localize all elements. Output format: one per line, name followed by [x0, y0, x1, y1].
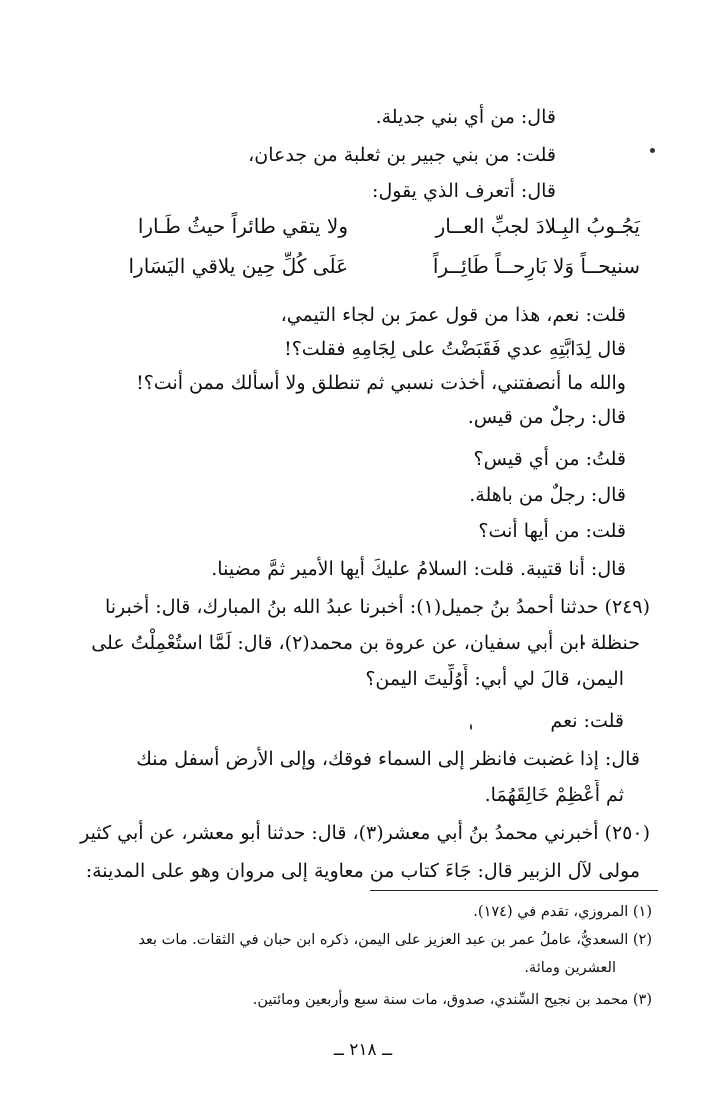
footnote: (١) المروزي، تقدم في (١٧٤).	[473, 904, 652, 920]
ink-speck	[650, 148, 655, 153]
hadith-249-line: قلت: نعم	[550, 710, 624, 732]
hadith-250-line: مولى لآل الزبير قال: جَاءَ كتاب من معاوية إلى مروان وهو على المدينة:	[85, 860, 640, 882]
hadith-249-line: حنظلة ابن أبي سفيان، عن عروة بن محمد(٢)، قال: لَمَّا استُعْمِلْتُ على	[91, 632, 640, 654]
hadith-249-line: اليمن، قالَ لي أبي: أَوُلِّيتَ اليمن؟	[365, 668, 624, 690]
verse-hemistich: يَجُـوبُ البِـلادَ لجبِّ العــار	[435, 214, 640, 238]
text-line: قلت: من بني جبير بن ثعلبة من جدعان،	[248, 144, 556, 166]
text-line: قال: أتعرف الذي يقول:	[372, 180, 556, 202]
text-line: قال: رجلٌ من قيس.	[467, 406, 626, 428]
verse-hemistich: ولا يتقي طائراً حيثُ طَـارا	[137, 214, 348, 238]
hadith-250-line: (٢٥٠) أخبرني محمدُ بنُ أبي معشر(٣)، قال: حدثنا أبو معشر، عن أبي كثير	[80, 822, 650, 844]
text-line: قال لِدَابَّتِهِ عدي فَقَبَضْتُ على لِجَامِهِ فقلت؟!	[284, 338, 626, 360]
footnote: العشرين ومائة.	[524, 960, 616, 976]
footnote-separator	[370, 890, 658, 891]
text-line: قلت: نعم، هذا من قول عمرَ بن لجاء التيمي،	[280, 304, 626, 326]
text-line: قال: رجلٌ من باهلة.	[469, 484, 626, 506]
text-line: قلت: من أيها أنت؟	[478, 520, 626, 542]
hadith-249-line: (٢٤٩) حدثنا أحمدُ بنُ جميل(١): أخبرنا عبدُ الله بنُ المبارك، قال: أخبرنا	[104, 596, 650, 618]
text-line: قال: أنا قتيبة. قلت: السلامُ عليكَ أيها الأمير ثمَّ مضينا.	[211, 558, 626, 580]
footnote: (٢) السعديُّ، عاملُ عمر بن عبد العزيز على اليمن، ذكره ابن حبان في الثقات. مات بعد	[138, 932, 652, 948]
footnote: (٣) محمد بن نجيح السِّندي، صدوق، مات سنة سبع وأربعين ومائتين.	[252, 992, 652, 1008]
page-number: ــ ٢١٨ ــ	[333, 1040, 393, 1060]
verse-hemistich: عَلَى كُلِّ حِين يلاقي اليَسَارا	[128, 254, 348, 278]
text-line: والله ما أنصفتني، أخذت نسبي ثم تنطلق ولا أسألك ممن أنت؟!	[136, 372, 626, 394]
text-line: قلتُ: من أي قيس؟	[473, 448, 626, 470]
hadith-249-line: ثم أَعْظِمْ خَالِقَهُمَا.	[484, 784, 624, 806]
hadith-249-line: قال: إذا غضبت فانظر إلى السماء فوقك، وإلى الأرض أسفل منك	[136, 748, 640, 770]
text-line: قال: من أي بني جديلة.	[375, 106, 556, 128]
verse-hemistich: سنيحــاً وَلا بَارِحــاً طَائِــراً	[432, 254, 640, 278]
